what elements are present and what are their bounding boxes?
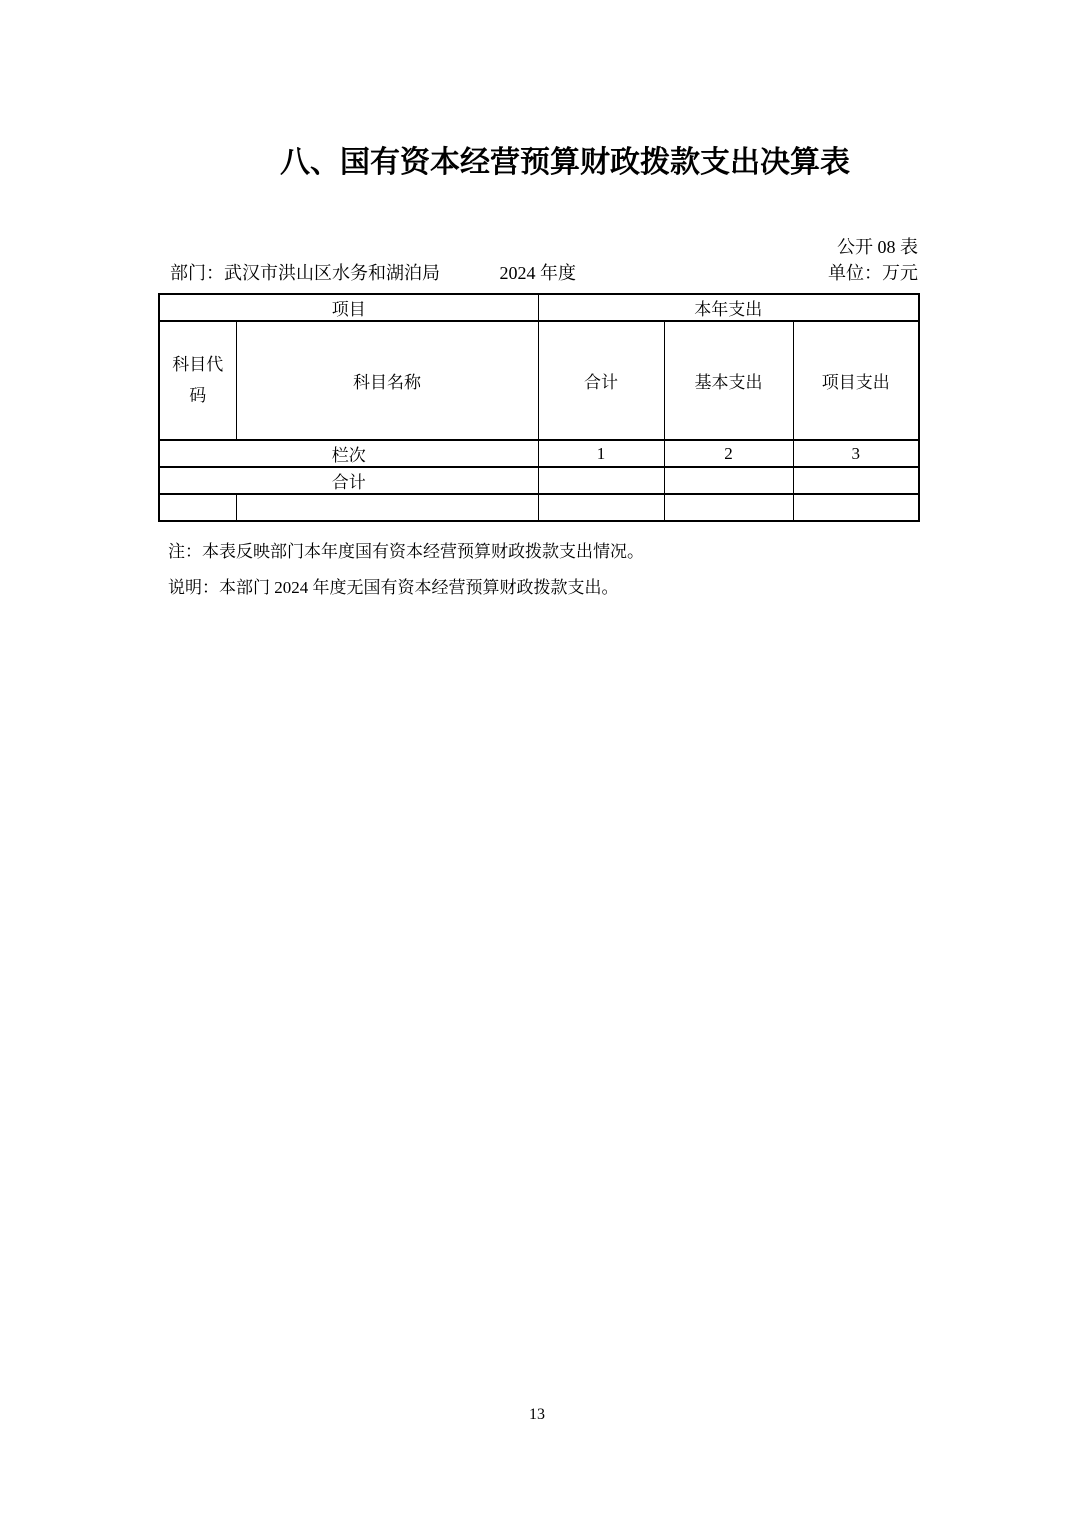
department-year-group [170, 262, 576, 284]
unit-label: 单位：万元 [828, 263, 918, 283]
data-row-name-cell [236, 494, 538, 521]
subject-code-label: 科目代码 [172, 354, 224, 405]
total-row-project-cell [793, 467, 919, 494]
data-row-project-cell [793, 494, 919, 521]
col-header-subject-code [159, 321, 236, 440]
group-header-row [159, 294, 919, 321]
col-header-total: 合计 [538, 321, 664, 440]
note-text: 注：本表反映部门本年度国有资本经营预算财政拨款支出情况。 [168, 542, 644, 561]
total-row-label: 合计 [159, 467, 538, 494]
page-number: 13 [529, 1406, 545, 1423]
data-row-code-cell [159, 494, 236, 521]
data-row-total-cell [538, 494, 664, 521]
budget-table [158, 293, 920, 522]
total-row-basic-cell [664, 467, 793, 494]
total-row-total-cell [538, 467, 664, 494]
fiscal-year-label: 2024 年度 [499, 263, 576, 283]
index-row-label: 栏次 [159, 440, 538, 467]
form-code-label: 公开 08 表 [837, 237, 918, 257]
data-row-basic-cell [664, 494, 793, 521]
statement-text: 说明：本部门 2024 年度无国有资本经营预算财政拨款支出。 [168, 578, 619, 597]
col-header-basic-expenditure: 基本支出 [664, 321, 793, 440]
column-header-row [159, 321, 919, 440]
header-expenditure-group: 本年支出 [538, 294, 919, 321]
total-row [159, 467, 919, 494]
empty-data-row [159, 494, 919, 521]
index-col-2: 2 [664, 440, 793, 467]
index-col-3: 3 [793, 440, 919, 467]
col-header-project-expenditure: 项目支出 [793, 321, 919, 440]
header-project-group: 项目 [159, 294, 538, 321]
table-meta-row [170, 262, 918, 284]
index-col-1: 1 [538, 440, 664, 467]
index-row [159, 440, 919, 467]
page-title: 八、国有资本经营预算财政拨款支出决算表 [280, 146, 850, 179]
col-header-subject-name: 科目名称 [236, 321, 538, 440]
department-label: 部门：武汉市洪山区水务和湖泊局 [170, 263, 440, 283]
